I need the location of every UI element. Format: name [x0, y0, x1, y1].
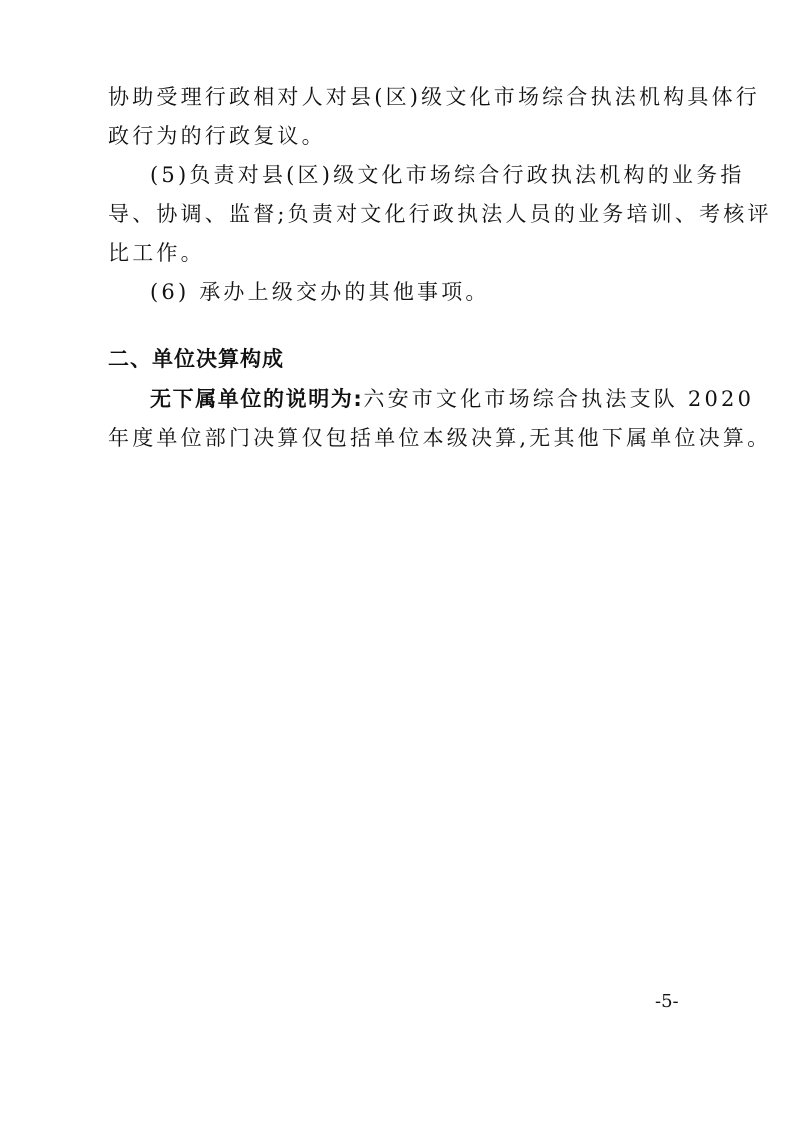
bold-lead-label: 无下属单位的说明为:: [150, 387, 364, 411]
section-heading: 二、单位决算构成: [108, 347, 284, 371]
body-text-line: 协助受理行政相对人对县(区)级文化市场综合执法机构具体行: [108, 85, 760, 109]
lead-text: 六安市文化市场综合执法支队 2020: [363, 387, 755, 411]
body-text-line: 年度单位部门决算仅包括单位本级决算,无其他下属单位决算。: [108, 426, 772, 450]
body-text-line: [150, 384, 755, 414]
page-number: -5-: [655, 991, 679, 1012]
body-text-line: (6) 承办上级交办的其他事项。: [150, 280, 490, 304]
body-text-line: 导、协调、监督;负责对文化行政执法人员的业务培训、考核评: [108, 202, 772, 226]
body-text-line: 比工作。: [108, 241, 205, 265]
body-text-line: (5)负责对县(区)级文化市场综合行政执法机构的业务指: [150, 163, 745, 187]
body-text-line: 政行为的行政复议。: [108, 124, 326, 148]
